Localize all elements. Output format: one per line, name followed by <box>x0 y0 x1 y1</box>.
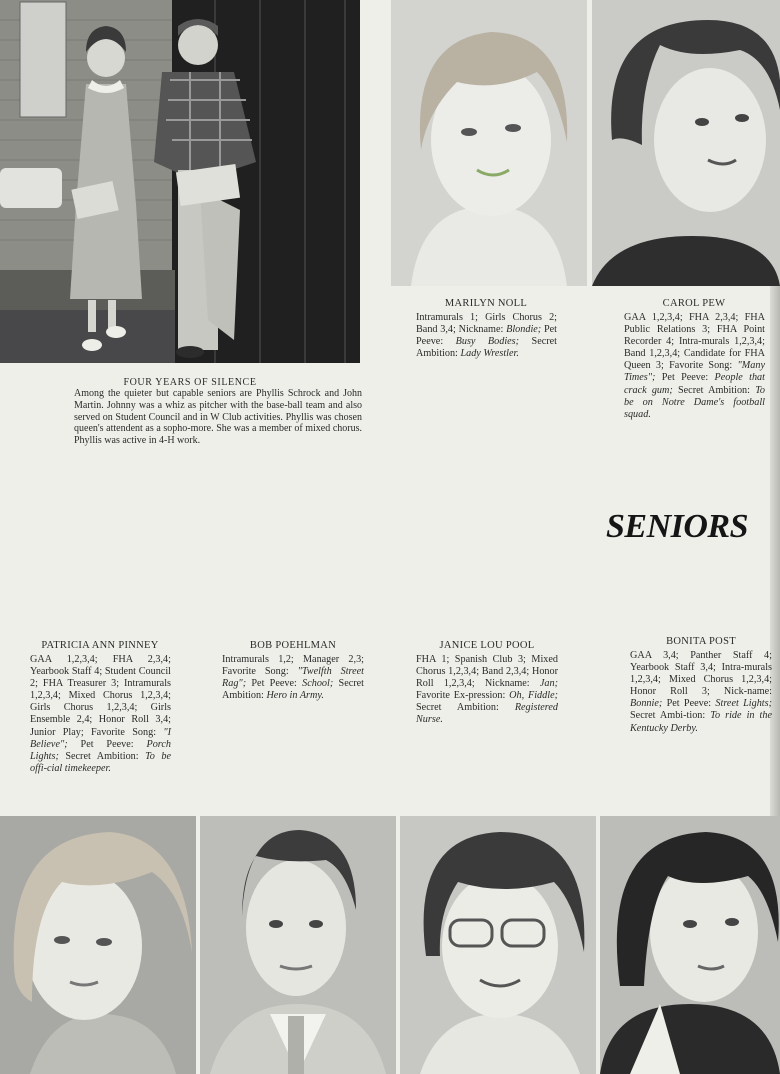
senior-bio: GAA 1,2,3,4; FHA 2,3,4; FHA Public Relations 3; FHA Point Recorder 4; Intra-murals 1,2,3,4; Band 1,2,3,4; Candidate for FHA Queen 3; Favorite Song: "Many Times"; Pet Peeve: People that crack gum; Secret Ambition: To be on Notre Dame's football squad. <box>624 312 766 420</box>
section-heading: SENIORS <box>606 508 749 545</box>
senior-name: CAROL PEW <box>662 298 726 309</box>
senior-bio: FHA 1; Spanish Club 3; Mixed Chorus 1,2,3,4; Band 2,3,4; Honor Roll 1,2,3,4; Nickname: Jan; Favorite Ex-pression: Oh, Fiddle; Secret Ambition: Registered Nurse. <box>416 654 558 726</box>
portrait-marilyn-noll <box>391 0 587 286</box>
senior-name: PATRICIA ANN PINNEY <box>41 640 159 651</box>
group-caption-text: Among the quieter but capable seniors are Phyllis Schrock and John Martin. Johnny was a whiz as pitcher with the base-ball team and also served on Student Council and in W Club activities. Phyllis was chosen queen's attendent as a sopho-more. She was a member of mixed chorus. Phyllis was active in 4-H work. <box>74 388 362 447</box>
portrait-patricia-ann-pinney <box>0 816 196 1074</box>
senior-bio: Intramurals 1; Girls Chorus 2; Band 3,4; Nickname: Blondie; Pet Peeve: Busy Bodies; Secret Ambition: Lady Wrestler. <box>416 312 557 360</box>
senior-name: MARILYN NOLL <box>444 298 528 309</box>
senior-name: BONITA POST <box>666 636 736 647</box>
senior-name: BOB POEHLMAN <box>249 640 337 651</box>
portrait-bob-poehlman <box>200 816 396 1074</box>
portrait-janice-lou-pool <box>400 816 596 1074</box>
senior-bio: GAA 3,4; Panther Staff 4; Yearbook Staff 3,4; Intra-murals 1,2,3,4; Mixed Chorus 1,2,3,4; Honor Roll 3; Nick-name: Bonnie; Pet Peeve: Street Lights; Secret Ambi-tion: To ride in the Kentucky Derby. <box>630 650 773 734</box>
group-photo <box>0 0 360 363</box>
group-caption-title: FOUR YEARS OF SILENCE <box>123 377 257 388</box>
senior-bio: Intramurals 1,2; Manager 2,3; Favorite Song: "Twelfth Street Rag"; Pet Peeve: School; Secret Ambition: Hero in Army. <box>222 654 364 702</box>
senior-bio: GAA 1,2,3,4; FHA 2,3,4; Yearbook Staff 4; Student Council 2; FHA Treasurer 3; Intramurals 1,2,3,4; Mixed Chorus 1,2,3,4; Girls Chorus 1,2,3,4; Girls Ensemble 2,4; Honor Roll 3,4; Junior Play; Favorite Song: "I Believe"; Pet Peeve: Porch Lights; Secret Ambition: To be offi-cial timekeeper. <box>30 654 171 774</box>
portrait-bonita-post <box>600 816 780 1074</box>
portrait-carol-pew <box>592 0 780 286</box>
senior-name: JANICE LOU POOL <box>439 640 535 651</box>
